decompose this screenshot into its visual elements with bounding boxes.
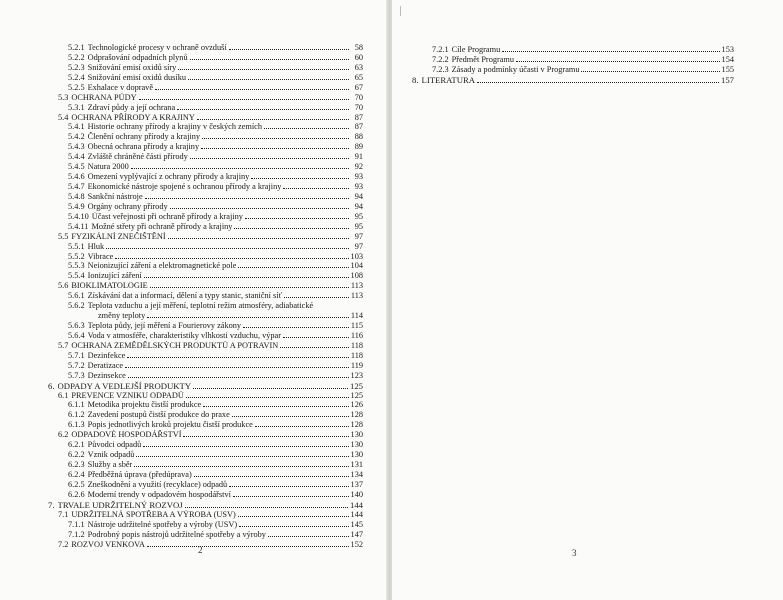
toc-entry [68, 410, 363, 420]
toc-dot-leader [284, 297, 349, 298]
toc-entry-page: 70 [354, 102, 363, 112]
toc-entry [68, 53, 363, 63]
toc-entry-number: 7.2 [58, 539, 69, 549]
toc-entry-number: 5.4 [58, 112, 69, 122]
toc-entry-number: 5.6.2 [68, 301, 85, 311]
toc-entry-number: 5.4.7 [68, 182, 85, 192]
toc-entry-page: 154 [721, 55, 734, 64]
toc-entry [68, 122, 363, 132]
toc-entry-number: 5.7.2 [68, 360, 85, 370]
toc-entry-page: 157 [720, 75, 734, 85]
toc-entry-title: ROZVOJ VENKOVA [71, 539, 146, 549]
toc-entry-title: Zavedení postupů čistší produkce do praxe [87, 410, 230, 420]
toc-entry-title: Původci odpadů [87, 440, 142, 450]
toc-entry [68, 132, 363, 142]
toc-entry [68, 301, 363, 311]
toc-entry-page: 103 [350, 251, 363, 261]
toc-entry-page: 147 [350, 529, 363, 539]
toc-dot-leader [477, 82, 719, 83]
toc-entry-number: 7.1.1 [68, 519, 85, 529]
toc-entry-page: 93 [354, 172, 363, 182]
toc-entry-number: 6.1 [58, 390, 69, 400]
toc-entry-number: 5.2.4 [68, 72, 85, 82]
toc-dot-leader [229, 486, 348, 487]
toc-dot-leader [168, 238, 349, 239]
toc-dot-leader [232, 416, 349, 417]
toc-entry-page: 93 [354, 182, 363, 192]
toc-entry-number: 6.2.2 [68, 450, 85, 460]
toc-entry-page: 92 [354, 162, 363, 172]
right-page-number: 3 [572, 548, 577, 558]
toc-entry-number: 7. [48, 499, 55, 510]
toc-dot-leader [239, 526, 348, 527]
toc-entry-page: 118 [350, 340, 363, 350]
toc-entry-number: 5.4.3 [68, 142, 85, 152]
toc-entry [432, 45, 734, 55]
toc-entry [68, 520, 363, 530]
toc-entry-number: 5.6 [58, 281, 69, 291]
toc-entry [98, 311, 363, 321]
toc-dot-leader [238, 516, 349, 517]
toc-entry-number: 7.2.3 [432, 65, 449, 74]
toc-entry-number: 6.2.4 [68, 469, 85, 479]
toc-entry-title: Neionizující záření a elektromagnetické pole [87, 261, 237, 271]
toc-entry [58, 391, 363, 401]
toc-entry [68, 83, 363, 93]
toc-entry [68, 490, 363, 500]
toc-dot-leader [183, 436, 348, 437]
toc-entry-page: 89 [354, 142, 363, 152]
toc-entry-title: Zásady a podmínky účasti v Programu [451, 65, 580, 74]
toc-entry-number: 5.3.1 [68, 102, 85, 112]
toc-entry-page: 152 [350, 539, 363, 549]
toc-entry-page: 91 [354, 152, 363, 162]
toc-entry [68, 252, 363, 262]
toc-entry [68, 182, 363, 192]
toc-entry-page: 116 [350, 330, 363, 340]
toc-entry-number: 6.1.3 [68, 420, 85, 430]
toc-entry-page: 118 [350, 350, 363, 360]
toc-entry-title: Služby a sběr [87, 460, 133, 470]
toc-entry [68, 43, 363, 53]
toc-entry [68, 420, 363, 430]
toc-dot-leader [255, 426, 349, 427]
toc-entry-title: Zneškodnění a využití (recyklace) odpadů [87, 479, 228, 489]
toc-entry-title: Zvláště chráněné části přírody [87, 152, 188, 162]
toc-entry-number: 6.2.1 [68, 440, 85, 450]
toc-entry-page: 130 [350, 440, 363, 450]
toc-entry-title: Snižování emisí oxidů síry [87, 62, 177, 72]
toc-entry-title: OCHRANA ZEMĚDĚLSKÝCH PRODUKTŮ A POTRAVIN [71, 340, 279, 350]
toc-entry-title: LITERATURA [421, 75, 476, 85]
toc-entry-number: 5.4.10 [68, 211, 89, 221]
toc-dot-leader [581, 71, 719, 72]
toc-entry-page: 125 [349, 380, 363, 391]
toc-entry-title: OCHRANA PŘÍRODY A KRAJINY [71, 112, 195, 122]
toc-entry-page: 140 [350, 489, 363, 499]
toc-entry-number: 5.4.11 [68, 221, 89, 231]
toc-entry-number: 5.4.4 [68, 152, 85, 162]
toc-entry-page: 87 [354, 112, 363, 122]
toc-entry [68, 63, 363, 73]
toc-entry-number: 8. [412, 75, 419, 85]
toc-dot-leader [203, 406, 348, 407]
toc-dot-leader [197, 119, 349, 120]
toc-entry-title: Ionizující záření [87, 271, 142, 281]
toc-entry [68, 142, 363, 152]
toc-entry-title: FYZIKÁLNÍ ZNEČIŠTĚNÍ [71, 231, 166, 241]
toc-entry-title: Předběžná úprava (předúprava) [87, 469, 192, 479]
toc-dot-leader [502, 51, 719, 52]
toc-dot-leader [188, 79, 349, 80]
toc-entry-page: 113 [350, 291, 363, 301]
toc-entry [68, 291, 363, 301]
toc-entry [48, 500, 363, 510]
toc-entry-title: Předmět Programu [451, 55, 515, 64]
toc-dot-leader [201, 148, 349, 149]
toc-entry-page: 137 [350, 479, 363, 489]
toc-entry-page: 113 [350, 281, 363, 291]
toc-entry [68, 460, 363, 470]
toc-entry-number: 6.2.3 [68, 460, 85, 470]
toc-entry-page: 126 [350, 400, 363, 410]
toc-entry-number: 5.2.2 [68, 52, 85, 62]
left-page [0, 0, 388, 600]
toc-entry-title: Natura 2000 [87, 162, 129, 172]
toc-dot-leader [136, 456, 348, 457]
toc-entry [68, 400, 363, 410]
toc-entry-title: Sankční nástroje [87, 191, 143, 201]
toc-dot-leader [283, 337, 349, 338]
toc-entry [68, 242, 363, 252]
toc-entry-number: 5.5.4 [68, 271, 85, 281]
toc-entry-number: 7.2.1 [432, 45, 449, 54]
toc-entry-number: 5.5 [58, 231, 69, 241]
toc-entry-title: UDRŽITELNÁ SPOTŘEBA A VÝROBA (USV) [71, 509, 236, 519]
toc-entry-page: 94 [354, 191, 363, 201]
toc-entry-page: 155 [721, 65, 734, 74]
toc-entry [58, 281, 363, 291]
toc-entry-page: 63 [354, 62, 363, 72]
margin-mark [400, 6, 401, 16]
toc-dot-leader [264, 128, 349, 129]
toc-entry-title: Hluk [87, 241, 105, 251]
toc-entry-number: 5.2.5 [68, 82, 85, 92]
toc-entry-number: 6.2.6 [68, 489, 85, 499]
toc-entry [68, 480, 363, 490]
toc-entry [58, 540, 363, 550]
right-page [392, 0, 783, 600]
toc-entry-page: 67 [354, 82, 363, 92]
toc-entry-number: 5.3 [58, 92, 69, 102]
toc-dot-leader [194, 476, 349, 477]
toc-entry-page: 128 [350, 410, 363, 420]
toc-dot-leader [150, 287, 349, 288]
toc-entry-number: 5.4.9 [68, 201, 85, 211]
toc-dot-leader [243, 327, 349, 328]
toc-entry-page: 58 [354, 43, 363, 52]
toc-entry-number: 6.1.1 [68, 400, 85, 410]
toc-entry-page: 125 [350, 390, 363, 400]
toc-entry-number: 5.4.5 [68, 162, 85, 172]
toc-dot-leader [280, 347, 349, 348]
toc-entry-title: Vznik odpadů [87, 450, 135, 460]
toc-entry [68, 222, 363, 232]
toc-entry-title: Teplota vzduchu a její měření, teplotní režim atmosféry, adiabatické [87, 301, 314, 311]
toc-entry [68, 470, 363, 480]
toc-dot-leader [251, 178, 349, 179]
toc-entry-title: Teplota půdy, její měření a Fourierovy zákony [87, 321, 242, 331]
toc-entry-title: Orgány ochrany přírody [87, 201, 168, 211]
toc-entry-title: Metodika projektu čistší produkce [87, 400, 202, 410]
toc-entry-number: 5.7.3 [68, 370, 85, 380]
toc-entry-title: Členění ochrany přírody a krajiny [87, 132, 201, 142]
toc-dot-leader [229, 49, 349, 50]
toc-entry-title: Zdraví půdy a její ochrana [87, 102, 176, 112]
toc-entry-number: 5.4.2 [68, 132, 85, 142]
toc-dot-leader [127, 357, 348, 358]
toc-entry-number: 5.4.1 [68, 122, 85, 132]
toc-entry-number: 7.1 [58, 509, 69, 519]
toc-entry-title: Historie ochrany přírody a krajiny v českých zemích [87, 122, 262, 132]
toc-entry-number: 5.5.3 [68, 261, 85, 271]
toc-dot-leader [139, 99, 349, 100]
toc-entry-title: Ekonomické nástroje spojené s ochranou přírody a krajiny [87, 182, 282, 192]
toc-entry-number: 6.2.5 [68, 479, 85, 489]
toc-dot-leader [144, 277, 349, 278]
toc-dot-leader [245, 218, 349, 219]
toc-entry-page: 134 [350, 469, 363, 479]
toc-entry-page: 95 [354, 221, 363, 231]
toc-entry-page: 144 [349, 499, 363, 510]
toc-entry [68, 162, 363, 172]
toc-entry [68, 371, 363, 381]
toc-dot-leader [106, 248, 349, 249]
toc-entry-title: Deratizace [87, 360, 124, 370]
toc-dot-leader [234, 228, 349, 229]
toc-entry-number: 5.2.3 [68, 62, 85, 72]
toc-entry [68, 331, 363, 341]
toc-entry-title: BIOKLIMATOLOGIE [71, 281, 148, 291]
toc-entry [58, 510, 363, 520]
toc-entry [412, 75, 734, 85]
toc-entry-number: 5.7.1 [68, 350, 85, 360]
toc-entry-title: Odprašování odpadních plynů [87, 52, 188, 62]
toc-entry-number: 5.4.8 [68, 191, 85, 201]
toc-dot-leader [128, 377, 349, 378]
toc-entry [68, 103, 363, 113]
toc-entry-page: 119 [350, 360, 363, 370]
toc-entry-title: Omezení vyplývající z ochrany přírody a krajiny [87, 172, 250, 182]
toc-entry-title: změny teploty [98, 311, 146, 321]
toc-entry [58, 93, 363, 103]
toc-dot-leader [516, 61, 720, 62]
toc-entry-page: 153 [721, 45, 734, 54]
toc-entry-title: Voda v atmosféře, charakteristiky vlhkosti vzduchu, výpar [87, 330, 281, 340]
toc-entry [432, 65, 734, 75]
toc-entry-title: Moderní trendy v odpadovém hospodářství [87, 489, 231, 499]
toc-entry-title: TRVALE UDRŽITELNÝ ROZVOJ [57, 499, 183, 510]
toc-entry-page: 104 [350, 261, 363, 271]
toc-entry-number: 5.2.1 [68, 43, 85, 52]
toc-dot-leader [147, 317, 349, 318]
toc-entry [68, 192, 363, 202]
toc-entry-title: Cíle Programu [451, 45, 501, 54]
toc-dot-leader [185, 507, 348, 508]
toc-entry-page: 145 [350, 519, 363, 529]
toc-entry [68, 321, 363, 331]
toc-entry-page: 123 [350, 370, 363, 380]
toc-entry-page: 87 [354, 122, 363, 132]
toc-entry-title: Dezinfekce [87, 350, 126, 360]
toc-entry-page: 130 [350, 430, 363, 440]
toc-entry-page: 128 [350, 420, 363, 430]
toc-entry-page: 97 [354, 231, 363, 241]
toc-entry-title: ODPADOVÉ HOSPODÁŘSTVÍ [71, 430, 182, 440]
toc-entry [68, 152, 363, 162]
toc-dot-leader [145, 198, 349, 199]
toc-entry-title: Získávání dat a informací, dělení a typy stanic, staniční síť [87, 291, 283, 301]
toc-dot-leader [190, 158, 349, 159]
toc-entry-number: 6. [48, 380, 55, 391]
toc-entry [48, 381, 363, 391]
toc-dot-leader [115, 258, 348, 259]
toc-entry [58, 341, 363, 351]
toc-entry-title: Podrobný popis nástrojů udržitelné spotřeby a výroby [87, 529, 266, 539]
toc-entry-title: Účast veřejnosti při ochraně přírody a krajiny [91, 211, 243, 221]
toc-entry-number: 5.6.3 [68, 321, 85, 331]
toc-entry-number: 5.6.4 [68, 330, 85, 340]
toc-entry-title: Vibrace [87, 251, 114, 261]
toc-dot-leader [170, 208, 349, 209]
toc-entry-page: 115 [350, 321, 363, 331]
toc-entry-number: 5.7 [58, 340, 69, 350]
toc-entry [58, 430, 363, 440]
toc-entry [68, 351, 363, 361]
toc-dot-leader [178, 69, 349, 70]
toc-dot-leader [134, 466, 348, 467]
toc-entry-title: Popis jednotlivých kroků projektu čistší produkce [87, 420, 253, 430]
toc-dot-leader [143, 446, 348, 447]
toc-entry-title: Snižování emisí oxidů dusíku [87, 72, 187, 82]
toc-entry-page: 131 [350, 460, 363, 470]
toc-entry [68, 212, 363, 222]
toc-entry-number: 5.5.1 [68, 241, 85, 251]
toc-dot-leader [147, 546, 348, 547]
toc-entry-number: 5.4.6 [68, 172, 85, 182]
toc-entry-number: 5.5.2 [68, 251, 85, 261]
toc-entry-title: OCHRANA PŮDY [71, 92, 137, 102]
toc-dot-leader [193, 388, 348, 389]
toc-entry-title: PREVENCE VZNIKU ODPADŮ [71, 390, 184, 400]
toc-dot-leader [202, 138, 349, 139]
toc-entry-number: 6.2 [58, 430, 69, 440]
toc-entry-page: 108 [350, 271, 363, 281]
toc-dot-leader [177, 109, 349, 110]
toc-entry-page: 144 [350, 509, 363, 519]
toc-entry [68, 202, 363, 212]
toc-entry-title: Technologické procesy v ochraně ovzduší [87, 43, 227, 52]
toc-entry-page: 60 [354, 52, 363, 62]
toc-dot-leader [283, 188, 349, 189]
toc-entry [58, 232, 363, 242]
toc-entry-number: 6.1.2 [68, 410, 85, 420]
toc-entry [68, 440, 363, 450]
toc-dot-leader [190, 59, 349, 60]
toc-dot-leader [186, 397, 349, 398]
toc-entry-page: 70 [354, 92, 363, 102]
left-page-number: 2 [198, 545, 203, 555]
toc-entry-title: Nástroje udržitelné spotřeby a výroby (USV) [87, 519, 238, 529]
toc-entry-number: 5.6.1 [68, 291, 85, 301]
toc-entry [68, 261, 363, 271]
toc-entry-page: 114 [350, 311, 363, 321]
toc-entry [58, 113, 363, 123]
toc-entry-page: 130 [350, 450, 363, 460]
toc-dot-leader [268, 536, 349, 537]
toc-entry-number: 7.1.2 [68, 529, 85, 539]
toc-entry [68, 172, 363, 182]
toc-dot-leader [155, 89, 349, 90]
toc-entry [68, 361, 363, 371]
toc-entry-page: 94 [354, 201, 363, 211]
toc-entry-page: 88 [354, 132, 363, 142]
toc-entry [68, 271, 363, 281]
toc-entry [68, 73, 363, 83]
toc-entry-title: Exhalace v dopravě [87, 82, 154, 92]
toc-entry-title: Možné střety při ochraně přírody a krajiny [91, 221, 233, 231]
toc-dot-leader [233, 496, 349, 497]
toc-entry-title: Dezinsekce [87, 370, 126, 380]
toc-entry [432, 55, 734, 65]
toc-entry-page: 97 [354, 241, 363, 251]
toc-entry [68, 530, 363, 540]
toc-dot-leader [131, 168, 349, 169]
toc-dot-leader [238, 267, 348, 268]
toc-entry-title: ODPADY A VEDLEJŠÍ PRODUKTY [57, 380, 192, 391]
toc-entry [68, 450, 363, 460]
toc-entry-number: 7.2.2 [432, 55, 449, 64]
toc-entry-title: Obecná ochrana přírody a krajiny [87, 142, 200, 152]
toc-entry-page: 65 [354, 72, 363, 82]
toc-dot-leader [125, 367, 349, 368]
toc-entry-page: 95 [354, 211, 363, 221]
